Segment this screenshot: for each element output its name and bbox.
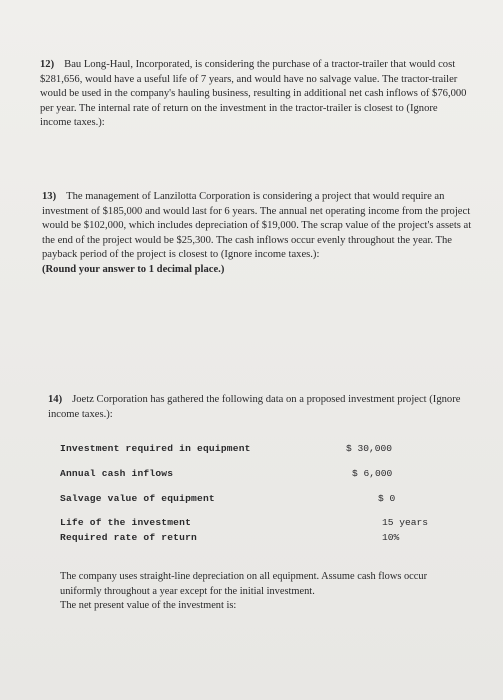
row-label: Investment required in equipment (60, 443, 251, 454)
row-value: $ 0 (378, 493, 396, 504)
row-value: 10% (382, 532, 400, 543)
row-label: Salvage value of equipment (60, 493, 215, 504)
row-value: $ 30,000 (346, 443, 393, 454)
question-text: The management of Lanzilotta Corporation is considering a project that would require an investment of $185,000 and would last for 6 years. The annual net operating income from the project would be $102,000, which includes depreciation of $19,000. The scrap value of the project's assets at the end of the project would be $25,300. The cash inflows occur evenly throughout the year. The payback period of the project is closest to (Ignore income taxes.): (42, 191, 472, 261)
table-row (60, 468, 420, 482)
row-value: 15 years (382, 517, 429, 528)
question-text: Bau Long-Haul, Incorporated, is considering the purchase of a tractor-trailer that would cost $281,656, would have a useful life of 7 years, and would have no salvage value. The tractor-trailer would be used in the company's hauling business, resulting in additional net cash inflows of $76,000 per year. The internal rate of return on the investment in the tractor-trailer is closest to (Ignore income taxes.): (40, 59, 467, 129)
question-14-footer (50, 570, 460, 614)
question-13 (42, 190, 476, 278)
question-number: 13) (42, 191, 57, 202)
table-row (60, 517, 429, 531)
row-label: Annual cash inflows (60, 468, 174, 479)
question-number: 14) (48, 394, 63, 405)
table-row (60, 443, 420, 457)
row-label: Life of the investment (60, 517, 192, 528)
question-text: Joetz Corporation has gathered the following data on a proposed investment project (Ignore income taxes.): (48, 394, 461, 420)
table-row (60, 532, 420, 546)
question-number: 12) (40, 59, 55, 70)
question-14 (48, 393, 468, 422)
npv-question: The net present value of the investment is: (60, 600, 237, 612)
row-label: Required rate of return (60, 532, 198, 543)
depreciation-note: The company uses straight-line depreciation on all equipment. Assume cash flows occur uniformly throughout a year except for the initial investment. (60, 571, 428, 597)
row-value: $ 6,000 (352, 468, 393, 479)
question-12 (40, 58, 468, 131)
rounding-instruction: (Round your answer to 1 decimal place.) (42, 263, 225, 275)
table-row (60, 493, 420, 507)
